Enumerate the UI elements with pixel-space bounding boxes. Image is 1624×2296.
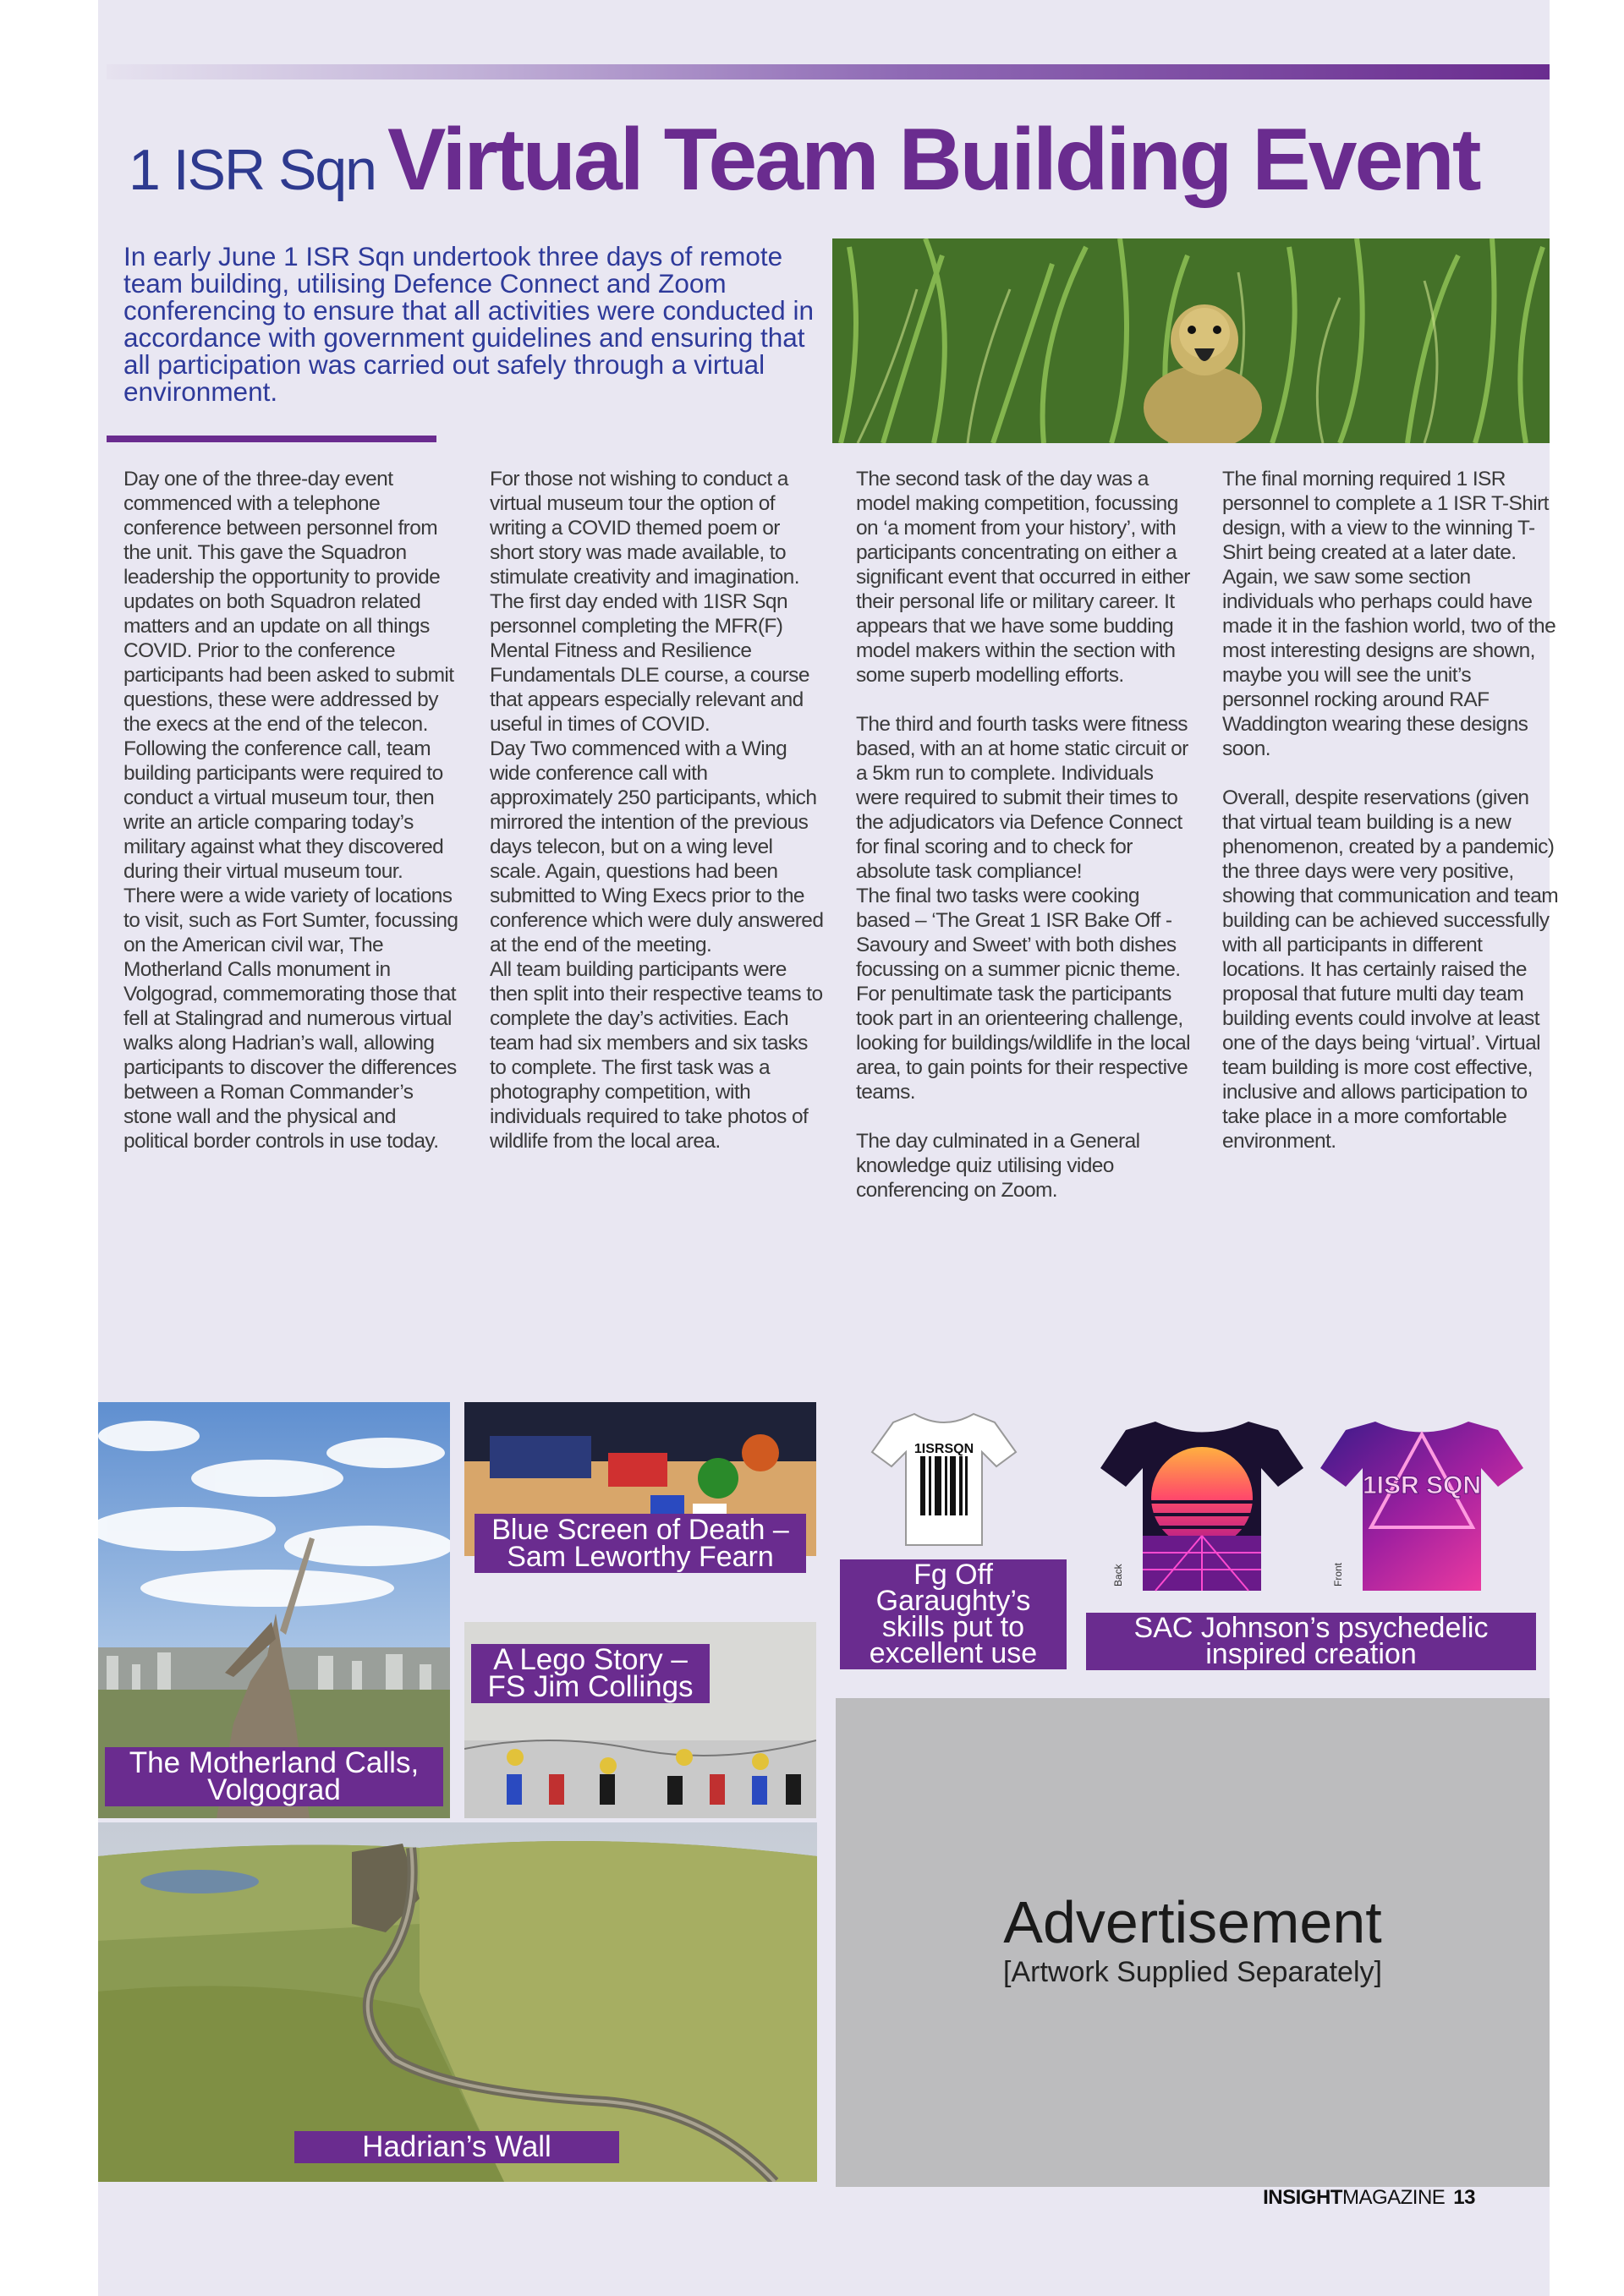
article-column-4 xyxy=(1222,467,1561,1153)
johnson-front-text: 1ISR SQN xyxy=(1362,1471,1482,1499)
caption-johnson: SAC Johnson’s psychedelic inspired creation xyxy=(1086,1613,1536,1670)
gosling-photo xyxy=(832,238,1550,443)
caption-motherland: The Motherland Calls, Volgograd xyxy=(105,1747,443,1806)
garaughty-tshirt-text: 1ISRSQN xyxy=(914,1442,974,1456)
column-paragraph: The day culminated in a General knowledge quiz utilising video conferencing on Zoom. xyxy=(856,1130,1140,1202)
article-column-2 xyxy=(490,467,828,1153)
advertisement-title: Advertisement xyxy=(1003,1889,1382,1955)
paragraph-gap xyxy=(856,688,1194,712)
garaughty-tshirt-image xyxy=(868,1406,1020,1549)
advertisement-subtitle: [Artwork Supplied Separately] xyxy=(1003,1956,1382,1988)
folio-brand-light: MAGAZINE xyxy=(1341,2186,1446,2209)
column-paragraph: The second task of the day was a model making competition, focussing on ‘a moment from your history’, with participants concentrating on either a significant event that occurred in either their personal life or military career. It appears that we have some budding model makers within the section with some superb modelling efforts. xyxy=(856,468,1190,687)
column-paragraph: Day one of the three-day event commenced with a telephone conference between personnel from the unit. This gave the Squadron leadership the opportunity to provide updates on both Squadron related matters and an update on all things COVID. Prior to the conference participants had been asked to submit questions, these were addressed by the execs at the end of the telecon. xyxy=(123,468,454,736)
johnson-front-label: Front xyxy=(1332,1562,1344,1586)
page-folio xyxy=(1263,2186,1475,2210)
column-paragraph: Day Two commenced with a Wing wide conference call with approximately 250 participants, which mirrored the intention of the previous days telecon, but on a wing level scale. Again, questions had been submitted to Wing Execs prior to the conference which were duly answered at the end of the meeting. xyxy=(490,737,824,956)
hadrians-wall-photo xyxy=(98,1822,817,2182)
column-paragraph: For those not wishing to conduct a virtual museum tour the option of writing a COVID themed poem or short story was made available, to stimulate creativity and imagination. The first day ended with 1ISR Sqn personnel completing the MFR(F) Mental Fitness and Resilience Fundamentals DLE course, a course that appears especially relevant and useful in times of COVID. xyxy=(490,468,809,736)
paragraph-gap xyxy=(856,1104,1194,1129)
paragraph-gap xyxy=(1222,761,1561,786)
caption-garaughty: Fg Off Garaughty’s skills put to excellent use xyxy=(840,1559,1067,1669)
column-paragraph: There were a wide variety of locations to visit, such as Fort Sumter, focussing on the American civil war, The Motherland Calls monument in Volgograd, commemorating those that fell at Stalingrad and numerous virtual walks along Hadrian’s wall, allowing participants to discover the differences between a Roman Commander’s stone wall and the physical and political border controls in use today. xyxy=(123,885,458,1153)
page-number: 13 xyxy=(1453,2186,1475,2209)
magazine-page xyxy=(98,0,1559,2296)
johnson-tshirt-back-image xyxy=(1096,1417,1308,1595)
header-gradient-bar xyxy=(107,64,1550,79)
folio-brand-bold: INSIGHT xyxy=(1263,2186,1342,2209)
column-paragraph: The final morning required 1 ISR personnel to complete a 1 ISR T-Shirt design, with a view to the winning T-Shirt being created at a later date. Again, we saw some section individuals who perhaps could have made it in the fashion world, two of the most interesting designs are shown, maybe you will see the unit’s personnel rocking around RAF Waddington wearing these designs soon. xyxy=(1222,468,1556,760)
article-column-1 xyxy=(123,467,462,1153)
column-paragraph: All team building participants were then split into their respective teams to complete the day’s activities. Each team had six members and six tasks to complete. The first task was a photography competition, with individuals required to take photos of wildlife from the local area. xyxy=(490,958,823,1153)
advertisement-placeholder xyxy=(836,1698,1550,2187)
caption-blue-screen: Blue Screen of Death – Sam Leworthy Fearn xyxy=(475,1514,806,1573)
johnson-back-label: Back xyxy=(1112,1564,1124,1586)
caption-hadrians-wall: Hadrian’s Wall xyxy=(294,2131,619,2163)
article-column-3 xyxy=(856,467,1194,1203)
page-heading xyxy=(129,110,1550,220)
caption-lego-story: A Lego Story – FS Jim Collings xyxy=(471,1644,710,1703)
column-paragraph: Overall, despite reservations (given that virtual team building is a new phenomenon, created by a pandemic) the three days were very positive, showing that communication and team building can be achieved successfully with all participants in different locations. It has certainly raised the proposal that future multi day team building events could involve at least one of the days being ‘virtual’. Virtual team building is more cost effective, inclusive and allows participation to take place in a more comfortable environment. xyxy=(1222,786,1559,1153)
intro-divider xyxy=(107,436,436,442)
heading-title: Virtual Team Building Event xyxy=(387,111,1479,209)
column-paragraph: Following the conference call, team building participants were required to conduct a virtual museum tour, then write an article comparing today’s military against what they discovered during their virtual museum tour. xyxy=(123,737,444,883)
heading-prefix: 1 ISR Sqn xyxy=(129,138,376,202)
column-paragraph: The third and fourth tasks were fitness based, with an at home static circuit or a 5km run to complete. Individuals were required to submit their times to the adjudicators via Defence Connect for final scoring and to check for absolute task compliance! xyxy=(856,713,1188,883)
column-paragraph: The final two tasks were cooking based – ‘The Great 1 ISR Bake Off - Savoury and Sweet’ with both dishes focussing on a summer picnic theme. For penultimate task the participants took part in an orienteering challenge, looking for buildings/wildlife in the local area, to gain points for their respective teams. xyxy=(856,885,1191,1104)
johnson-tshirt-front-image xyxy=(1316,1417,1528,1595)
intro-paragraph: In early June 1 ISR Sqn undertook three days of remote team building, utilising Defence Connect and Zoom conferencing to ensure that all activities were conducted in accordance with government guidelines and ensuring that all participation was carried out safely through a virtual environment. xyxy=(123,241,814,407)
